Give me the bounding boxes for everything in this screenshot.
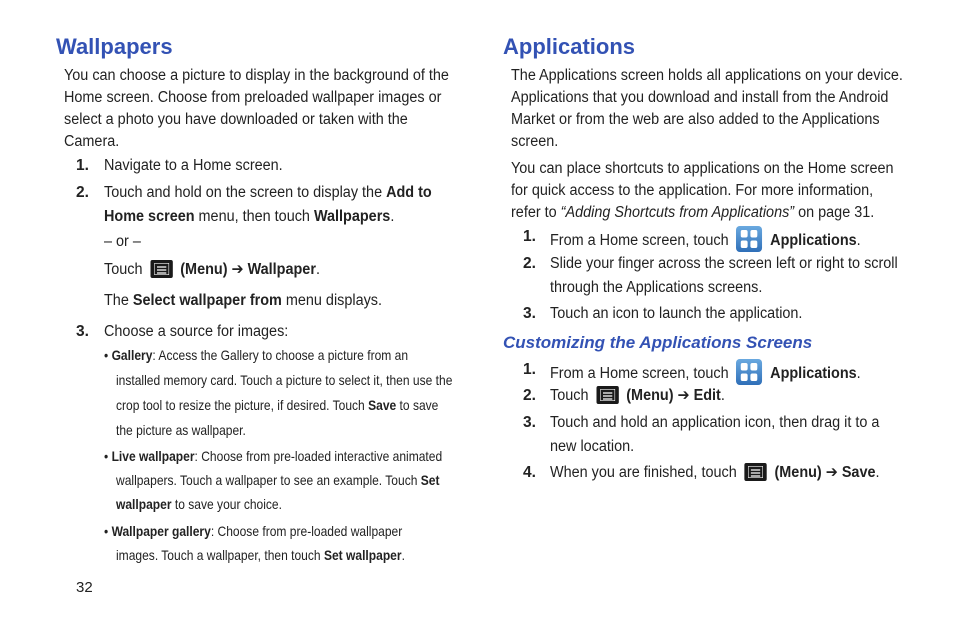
step-number: 3. [76,323,89,340]
step-text: Slide your finger across the screen left or right to scroll [550,255,898,272]
bullet-gallery: • Gallery: Access the Gallery to choose a picture from an [104,347,409,363]
para2-line-2: for quick access to the application. For more information, [511,182,874,199]
bullet-gallery-cont: crop tool to resize the picture, if desired. Touch Save to save [116,397,439,413]
applications-icon [736,359,762,385]
para1-line-1: The Applications screen holds all applications on your device. [511,67,903,84]
step-text: Choose a source for images: [104,323,289,340]
intro-line-2: Home screen. Choose from preloaded wallpaper images or [64,89,442,106]
menu-icon [744,463,766,481]
wallpapers-heading: Wallpapers [56,34,173,59]
bullet-live-wallpaper-cont: wallpapers. Touch a wallpaper to see an example. Touch Set [116,472,440,488]
applications-icon [736,226,762,252]
step-number: 3. [523,305,536,322]
step-text: Touch and hold an application icon, then drag it to a [550,414,880,431]
step-text: From a Home screen, touch Applications. [550,226,861,252]
step-number: 1. [523,228,536,245]
para1-line-4: screen. [511,133,559,150]
step-text: From a Home screen, touch Applications. [550,359,861,385]
step-text-cont: new location. [550,438,635,455]
step-number: 3. [523,414,536,431]
bullet-wallpaper-gallery: • Wallpaper gallery: Choose from pre-loaded wallpaper [104,523,403,539]
step-number: 4. [523,464,536,481]
select-wallpaper-line: The Select wallpaper from menu displays. [104,292,383,309]
para1-line-3: Market or from the web are also added to the Applications [511,111,880,128]
touch-menu-line: Touch (Menu) ➔ Wallpaper. [104,261,320,278]
or-separator: – or – [104,233,141,250]
para2-line-1: You can place shortcuts to applications on the Home screen [511,160,894,177]
step-number: 2. [523,255,536,272]
para2-line-3: refer to “Adding Shortcuts from Applications” on page 31. [511,204,875,221]
cross-reference-link[interactable]: “Adding Shortcuts from Applications” [560,204,795,221]
bullet-gallery-cont: installed memory card. Touch a picture to select it, then use the [116,372,453,388]
menu-icon [150,260,172,278]
menu-icon [596,386,618,404]
customizing-subheading: Customizing the Applications Screens [503,333,813,352]
intro-line-4: Camera. [64,133,120,150]
step-text: Touch an icon to launch the application. [550,305,803,322]
step-number: 2. [76,184,89,201]
step-text: Touch and hold on the screen to display the Add to [104,184,432,201]
intro-line-1: You can choose a picture to display in the background of the [64,67,449,84]
bullet-live-wallpaper-cont: wallpaper to save your choice. [116,496,282,512]
step-text-cont: through the Applications screens. [550,279,763,296]
bullet-wallpaper-gallery-cont: images. Touch a wallpaper, then touch Set wallpaper. [116,547,405,563]
step-text: Touch (Menu) ➔ Edit. [550,387,725,404]
step-text-cont: Home screen menu, then touch Wallpapers. [104,208,395,225]
step-text: When you are finished, touch (Menu) ➔ Save. [550,464,880,481]
step-number: 1. [76,157,89,174]
bullet-gallery-cont: the picture as wallpaper. [116,422,246,438]
step-number: 1. [523,361,536,378]
bullet-live-wallpaper: • Live wallpaper: Choose from pre-loaded interactive animated [104,448,443,464]
applications-heading: Applications [503,34,636,59]
para1-line-2: Applications that you download and install from the Android [511,89,889,106]
page-number: 32 [76,579,93,596]
step-number: 2. [523,387,536,404]
intro-line-3: select a photo you have downloaded or taken with the [64,111,408,128]
step-text: Navigate to a Home screen. [104,157,283,174]
